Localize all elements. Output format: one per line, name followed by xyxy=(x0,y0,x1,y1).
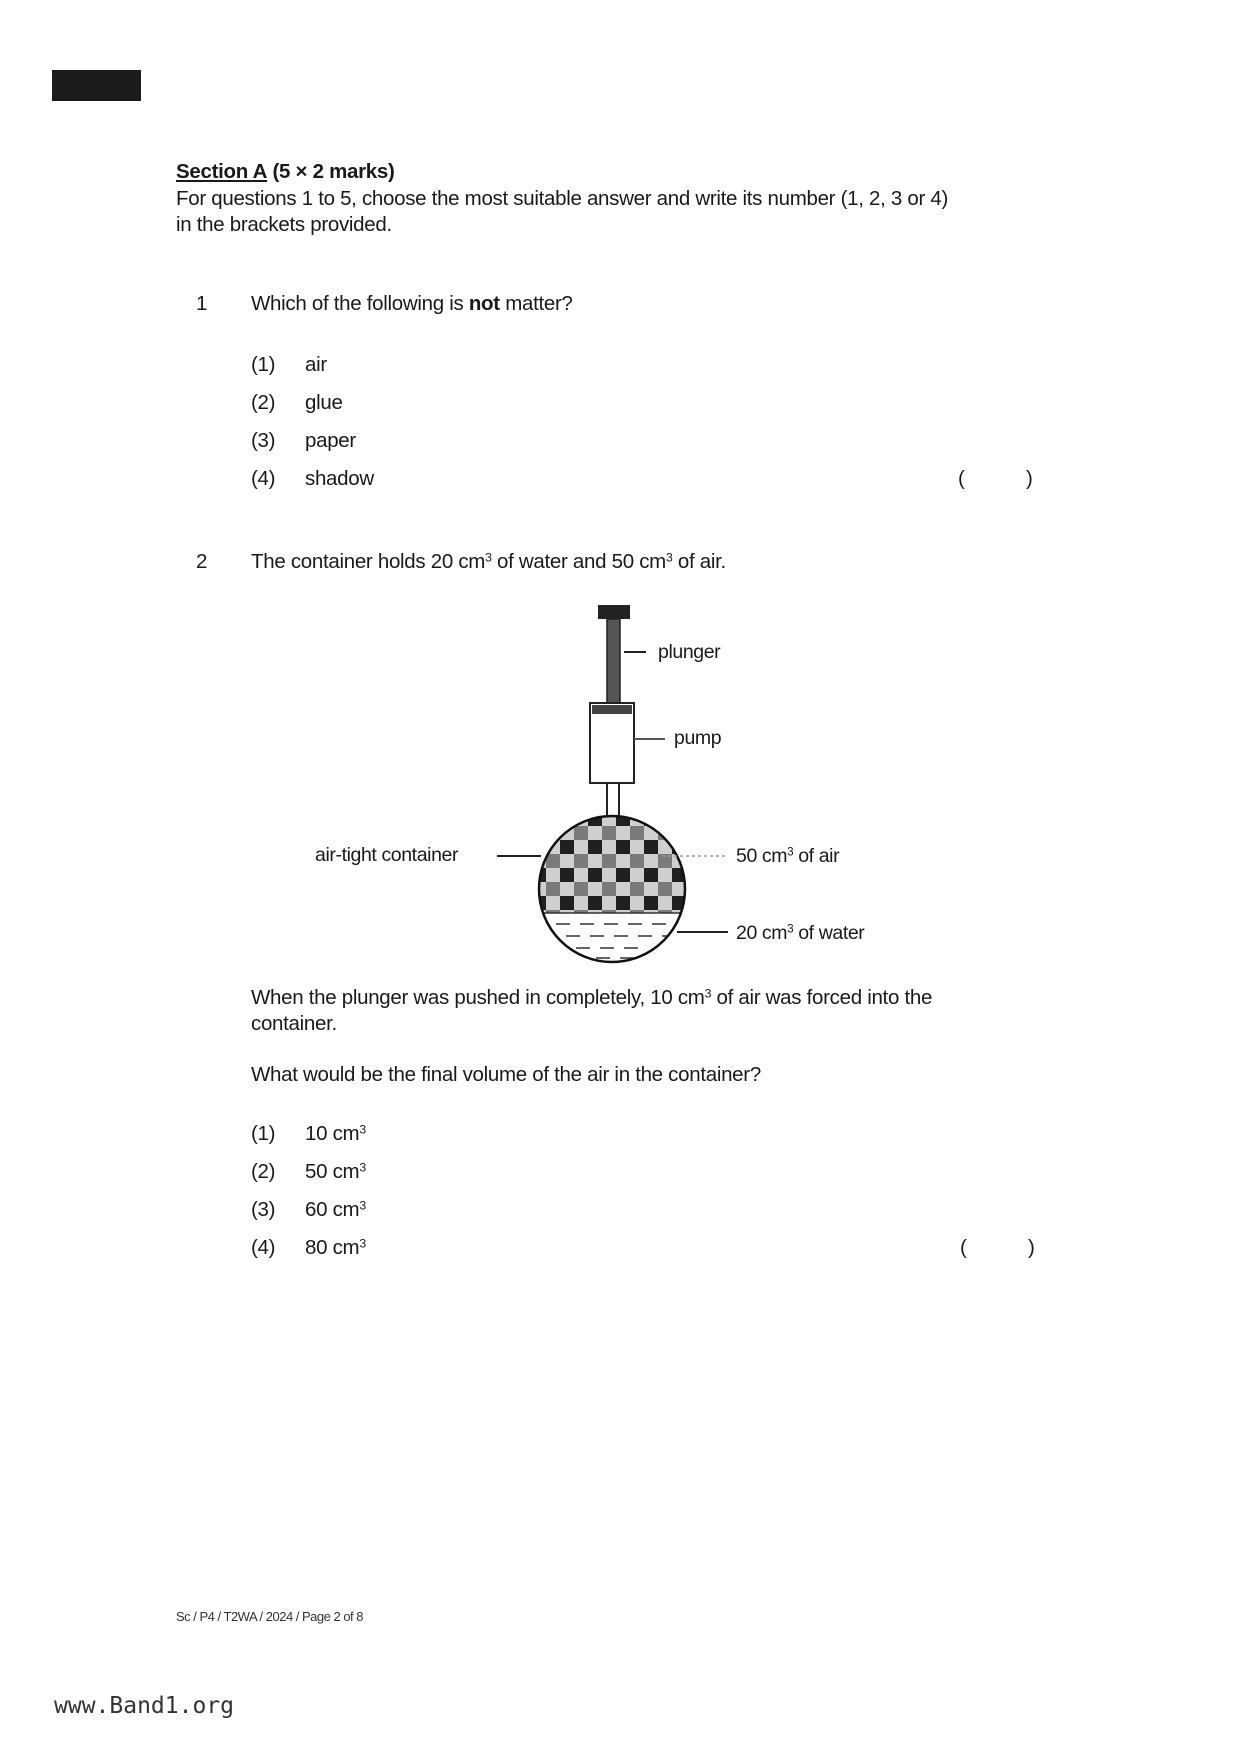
option-label: (3) xyxy=(251,429,276,452)
section-marks: (5 × 2 marks) xyxy=(272,160,395,183)
label-air xyxy=(736,845,839,868)
q2-paragraph-line-1 xyxy=(251,986,932,1010)
page-footer-code: Sc / P4 / T2WA / 2024 / Page 2 of 8 xyxy=(176,1609,364,1624)
superscript: 3 xyxy=(485,550,492,565)
question-2-number: 2 xyxy=(196,550,208,573)
option-value: 60 cm xyxy=(305,1198,360,1221)
superscript: 3 xyxy=(359,1236,366,1251)
option-label: (3) xyxy=(251,1198,276,1221)
label-water xyxy=(736,922,864,945)
para-b: of air was forced into the xyxy=(711,986,933,1009)
q1-text-a: Which of the following is xyxy=(251,292,469,315)
option-text xyxy=(305,1236,366,1260)
q2-text-b: of water and 50 cm xyxy=(491,550,666,573)
q2-paragraph-line-2: container. xyxy=(251,1012,337,1035)
superscript: 3 xyxy=(665,550,673,565)
question-1-number: 1 xyxy=(196,292,208,315)
option-label: (1) xyxy=(251,353,276,376)
superscript: 3 xyxy=(359,1198,366,1213)
water-label-a: 20 cm xyxy=(736,922,788,944)
pump-cylinder xyxy=(590,703,634,783)
option-text xyxy=(305,1198,366,1222)
q1-answer-bracket-open[interactable]: ( xyxy=(958,467,965,490)
plunger-rod xyxy=(607,619,620,703)
q1-text-bold: not xyxy=(468,292,500,315)
label-plunger: plunger xyxy=(658,641,721,663)
option-label: (4) xyxy=(251,467,276,490)
label-pump: pump xyxy=(674,727,722,749)
superscript: 3 xyxy=(359,1122,366,1137)
option-label: (2) xyxy=(251,391,276,414)
water-label-b: of water xyxy=(793,922,865,944)
watermark-url: www.Band1.org xyxy=(54,1693,235,1719)
option-text xyxy=(305,1122,366,1146)
option-label: (1) xyxy=(251,1122,276,1145)
option-label: (4) xyxy=(251,1236,276,1259)
para-a: When the plunger was pushed in completely, 10 cm xyxy=(251,986,705,1009)
section-title: Section A xyxy=(176,160,268,183)
q2-answer-bracket-open[interactable]: ( xyxy=(960,1236,967,1259)
superscript: 3 xyxy=(704,986,712,1001)
option-text: air xyxy=(305,353,327,376)
option-label: (2) xyxy=(251,1160,276,1183)
air-label-a: 50 cm xyxy=(736,845,788,867)
option-text xyxy=(305,1160,366,1184)
option-text: glue xyxy=(305,391,343,414)
water-region xyxy=(530,913,700,973)
option-text: paper xyxy=(305,429,356,452)
q1-answer-bracket-close[interactable]: ) xyxy=(1026,467,1033,490)
superscript: 3 xyxy=(787,922,794,936)
q2-answer-bracket-close[interactable]: ) xyxy=(1028,1236,1035,1259)
plunger-head xyxy=(592,705,632,714)
q2-text-c: of air. xyxy=(672,550,726,573)
q1-text-c: matter? xyxy=(499,292,573,315)
option-value: 80 cm xyxy=(305,1236,360,1259)
option-value: 50 cm xyxy=(305,1160,360,1183)
instructions-line-2: in the brackets provided. xyxy=(176,213,392,236)
air-region xyxy=(530,810,700,913)
instructions-line-1: For questions 1 to 5, choose the most suitable answer and write its number (1, 2, 3 or 4) xyxy=(176,187,949,210)
superscript: 3 xyxy=(787,845,794,859)
label-container: air-tight container xyxy=(315,844,459,866)
option-value: 10 cm xyxy=(305,1122,360,1145)
q2-text-a: The container holds 20 cm xyxy=(251,550,486,573)
plunger-handle xyxy=(598,605,630,619)
air-label-b: of air xyxy=(793,845,840,867)
superscript: 3 xyxy=(359,1160,366,1175)
connecting-tube xyxy=(607,783,619,819)
option-text: shadow xyxy=(305,467,374,490)
q2-sub-question: What would be the final volume of the air in the container? xyxy=(251,1063,761,1086)
